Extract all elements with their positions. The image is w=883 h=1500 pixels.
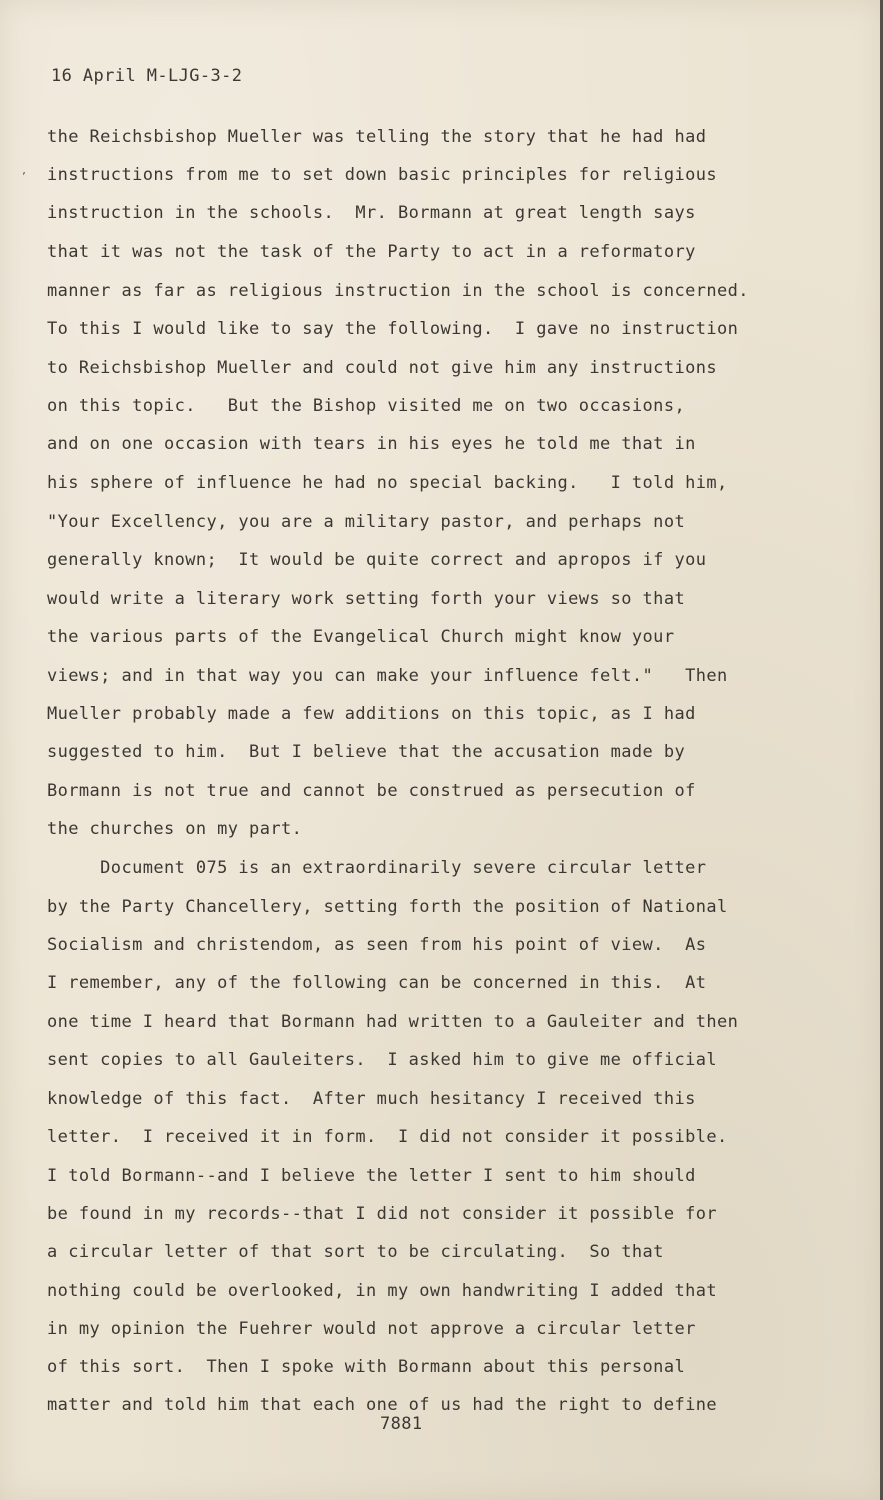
text-line: that it was not the task of the Party to act in a reformatory — [47, 242, 696, 262]
text-line: Bormann is not true and cannot be construed as persecution of — [47, 781, 696, 801]
text-line: sent copies to all Gauleiters. I asked him to give me official — [47, 1050, 717, 1070]
text-line: knowledge of this fact. After much hesitancy I received this — [47, 1089, 696, 1109]
text-line: instruction in the schools. Mr. Bormann at great length says — [47, 203, 696, 223]
text-line: Mueller probably made a few additions on this topic, as I had — [47, 704, 696, 724]
text-line: would write a literary work setting forth your views so that — [47, 589, 686, 609]
text-line: the Reichsbishop Mueller was telling the story that he had had — [47, 127, 707, 147]
text-line: letter. I received it in form. I did not consider it possible. — [47, 1127, 728, 1147]
text-line: manner as far as religious instruction in the school is concerned. — [47, 281, 749, 301]
text-line: a circular letter of that sort to be circulating. So that — [47, 1242, 664, 1262]
text-line: instructions from me to set down basic principles for religious — [47, 165, 717, 185]
text-line: views; and in that way you can make your influence felt." Then — [47, 666, 728, 686]
text-line: Socialism and christendom, as seen from his point of view. As — [47, 935, 707, 955]
text-line: by the Party Chancellery, setting forth the position of National — [47, 897, 728, 917]
text-line: "Your Excellency, you are a military pastor, and perhaps not — [47, 512, 686, 532]
text-line: and on one occasion with tears in his eyes he told me that in — [47, 434, 696, 454]
text-line: nothing could be overlooked, in my own handwriting I added that — [47, 1281, 717, 1301]
text-line: be found in my records--that I did not consider it possible for — [47, 1204, 717, 1224]
margin-mark: ’ — [22, 170, 26, 184]
text-line: suggested to him. But I believe that the accusation made by — [47, 742, 686, 762]
text-line: on this topic. But the Bishop visited me on two occasions, — [47, 396, 686, 416]
text-line: the various parts of the Evangelical Church might know your — [47, 627, 675, 647]
page-header: 16 April M-LJG-3-2 — [51, 66, 243, 86]
text-line: of this sort. Then I spoke with Bormann about this personal — [47, 1357, 686, 1377]
text-line: To this I would like to say the following. I gave no instruction — [47, 319, 739, 339]
text-line: I told Bormann--and I believe the letter I sent to him should — [47, 1166, 696, 1186]
text-line: one time I heard that Bormann had written to a Gauleiter and then — [47, 1012, 739, 1032]
text-line: in my opinion the Fuehrer would not approve a circular letter — [47, 1319, 696, 1339]
text-line: his sphere of influence he had no special backing. I told him, — [47, 473, 728, 493]
text-line: to Reichsbishop Mueller and could not give him any instructions — [47, 358, 717, 378]
text-line: generally known; It would be quite correct and apropos if you — [47, 550, 707, 570]
page-number: 7881 — [380, 1414, 423, 1434]
text-line: matter and told him that each one of us had the right to define — [47, 1395, 717, 1415]
text-line: the churches on my part. — [47, 819, 303, 839]
text-line: I remember, any of the following can be concerned in this. At — [47, 973, 707, 993]
text-line: Document 075 is an extraordinarily severe circular letter — [47, 858, 707, 878]
